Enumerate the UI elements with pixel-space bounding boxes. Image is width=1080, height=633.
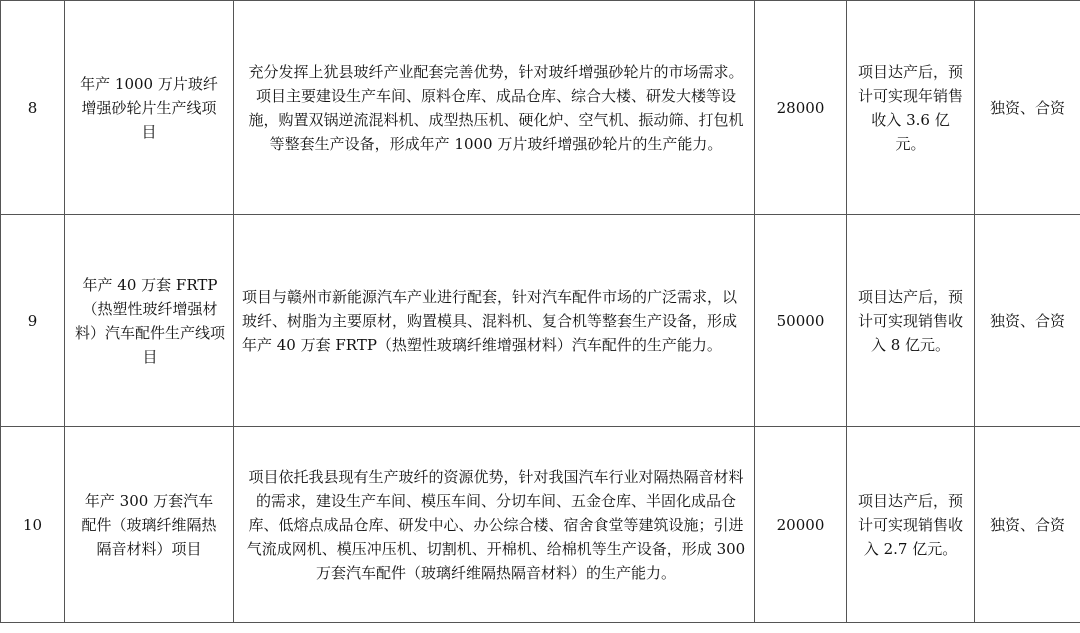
cooperation-mode: 独资、合资 [975, 215, 1080, 427]
project-description: 项目依托我县现有生产玻纤的资源优势，针对我国汽车行业对隔热隔音材料的需求，建设生产车间、模压车间、分切车间、五金仓库、半固化成品仓库、低熔点成品仓库、研发中心、办公综合楼、宿舍食堂等建筑设施；引进气流成网机、模压冲压机、切割机、开棉机、给棉机等生产设备，形成 300 万套汽车配件（玻璃纤维隔热隔音材料）的生产能力。 [234, 427, 755, 623]
project-description: 项目与赣州市新能源汽车产业进行配套，针对汽车配件市场的广泛需求，以玻纤、树脂为主要原材，购置模具、混料机、复合机等整套生产设备，形成年产 40 万套 FRTP（热塑性玻璃纤维增强材料）汽车配件的生产能力。 [234, 215, 755, 427]
expected-benefit: 项目达产后，预计可实现销售收入 2.7 亿元。 [847, 427, 975, 623]
investment-amount: 28000 [755, 1, 847, 215]
project-name: 年产 40 万套 FRTP（热塑性玻纤增强材料）汽车配件生产线项目 [65, 215, 234, 427]
table-row [1, 427, 1080, 623]
cooperation-mode: 独资、合资 [975, 427, 1080, 623]
row-number: 8 [1, 1, 65, 215]
project-name: 年产 300 万套汽车配件（玻璃纤维隔热隔音材料）项目 [65, 427, 234, 623]
project-name: 年产 1000 万片玻纤增强砂轮片生产线项目 [65, 1, 234, 215]
row-number: 10 [1, 427, 65, 623]
expected-benefit: 项目达产后，预计可实现销售收入 8 亿元。 [847, 215, 975, 427]
investment-amount: 50000 [755, 215, 847, 427]
cooperation-mode: 独资、合资 [975, 1, 1080, 215]
table-row [1, 1, 1080, 215]
project-description: 充分发挥上犹县玻纤产业配套完善优势，针对玻纤增强砂轮片的市场需求。项目主要建设生产车间、原料仓库、成品仓库、综合大楼、研发大楼等设施，购置双锅逆流混料机、成型热压机、硬化炉、空气机、振动筛、打包机等整套生产设备，形成年产 1000 万片玻纤增强砂轮片的生产能力。 [234, 1, 755, 215]
expected-benefit: 项目达产后，预计可实现年销售收入 3.6 亿元。 [847, 1, 975, 215]
row-number: 9 [1, 215, 65, 427]
table-row [1, 215, 1080, 427]
investment-amount: 20000 [755, 427, 847, 623]
